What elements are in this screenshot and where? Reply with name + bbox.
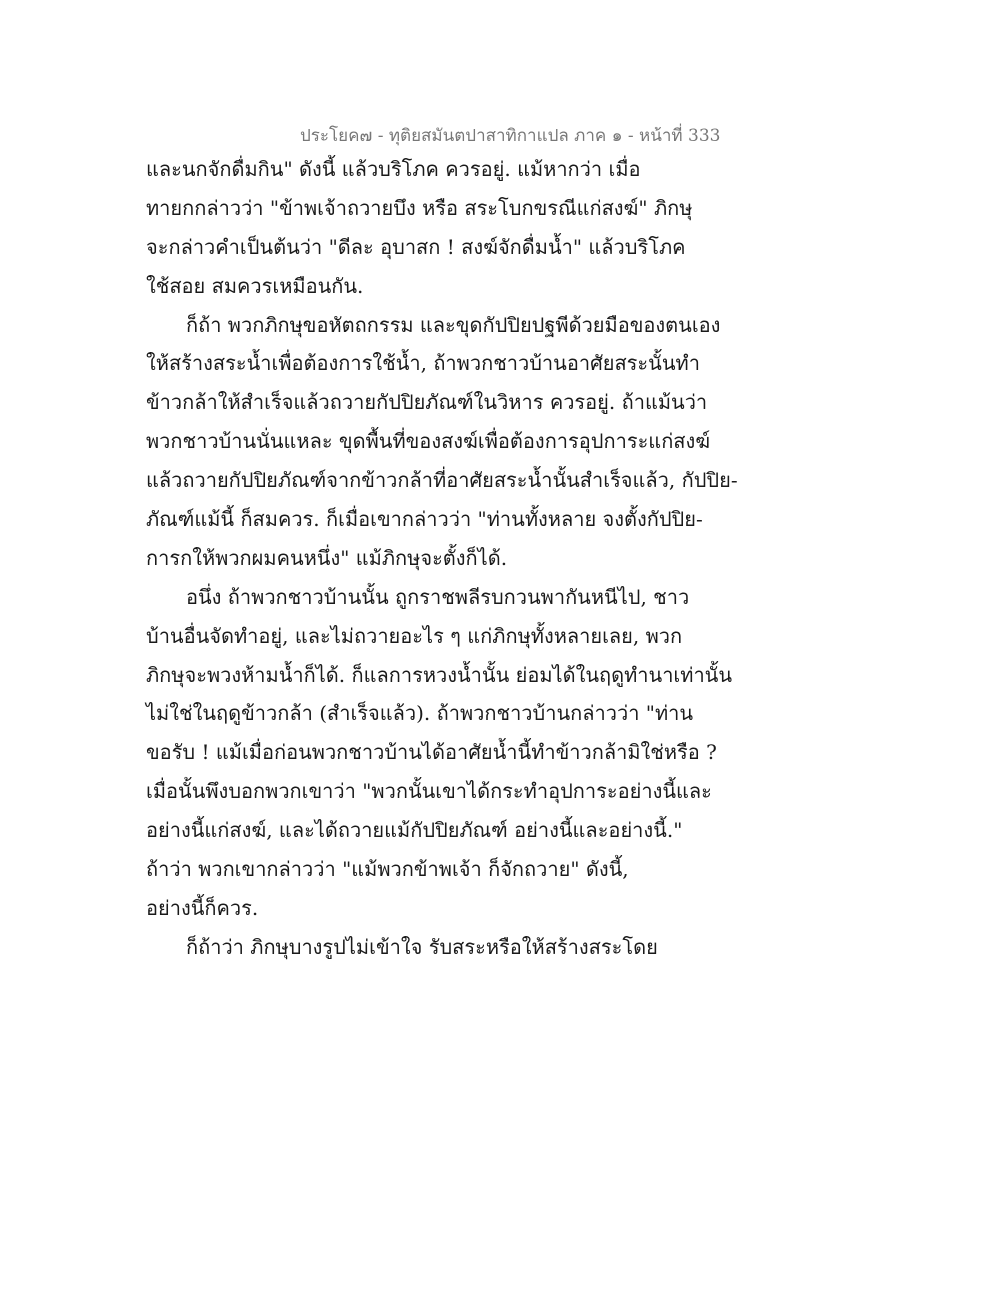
text-line: บ้านอื่นจัดทำอยู่, และไม่ถวายอะไร ๆ แก่ภิกษุทั้งหลายเลย, พวก xyxy=(146,623,683,648)
text-line: ภัณฑ์แม้นี้ ก็สมควร. ก็เมื่อเขากล่าวว่า "ท่านทั้งหลาย จงตั้งกัปปิย- xyxy=(146,507,703,532)
text-line: จะกล่าวคำเป็นต้นว่า "ดีละ อุบาสก ! สงฆ์จักดื่มน้ำ" แล้วบริโภค xyxy=(146,234,686,259)
text-line: เมื่อนั้นพึงบอกพวกเขาว่า "พวกนั้นเขาได้กระทำอุปการะอย่างนี้และ xyxy=(146,779,712,804)
text-line: แล้วถวายกัปปิยภัณฑ์จากข้าวกล้าที่อาศัยสระน้ำนั้นสำเร็จแล้ว, กัปปิย- xyxy=(146,468,738,493)
text-line: ภิกษุจะพวงห้ามน้ำก็ได้. ก็แลการหวงน้ำนั้น ย่อมได้ในฤดูทำนาเท่านั้น xyxy=(146,662,733,687)
text-line: ใช้สอย สมควรเหมือนกัน. xyxy=(146,273,364,298)
text-line: การกให้พวกผมคนหนึ่ง" แม้ภิกษุจะตั้งก็ได้. xyxy=(146,545,508,570)
text-line: ข้าวกล้าให้สำเร็จแล้วถวายกัปปิยภัณฑ์ในวิหาร ควรอยู่. ถ้าแม้นว่า xyxy=(146,390,708,415)
text-line: ให้สร้างสระน้ำเพื่อต้องการใช้น้ำ, ถ้าพวกชาวบ้านอาศัยสระนั้นทำ xyxy=(146,351,700,376)
paragraph-first-line: อนึ่ง ถ้าพวกชาวบ้านนั้น ถูกราชพลีรบกวนพากันหนีไป, ชาว xyxy=(186,584,690,609)
text-line: อย่างนี้แก่สงฆ์, และได้ถวายแม้กัปปิยภัณฑ์ อย่างนี้และอย่างนี้." xyxy=(146,818,683,843)
body-text xyxy=(146,150,738,967)
text-line: อย่างนี้ก็ควร. xyxy=(146,895,259,920)
paragraph-first-line: ก็ถ้าว่า ภิกษุบางรูปไม่เข้าใจ รับสระหรือให้สร้างสระโดย xyxy=(186,934,658,959)
text-line: ทายกกล่าวว่า "ข้าพเจ้าถวายบึง หรือ สระโบกขรณีแก่สงฆ์" ภิกษุ xyxy=(146,195,693,220)
text-line: ไม่ใช่ในฤดูข้าวกล้า (สำเร็จแล้ว). ถ้าพวกชาวบ้านกล่าวว่า "ท่าน xyxy=(146,701,694,726)
text-line: และนกจักดื่มกิน" ดังนี้ แล้วบริโภค ควรอยู่. แม้หากว่า เมื่อ xyxy=(146,157,641,181)
paragraph-first-line: ก็ถ้า พวกภิกษุขอหัตถกรรม และขุดกัปปิยปฐพีด้วยมือของตนเอง xyxy=(186,312,721,337)
text-line: พวกชาวบ้านนั่นแหละ ขุดพื้นที่ของสงฆ์เพื่อต้องการอุปการะแก่สงฆ์ xyxy=(146,429,711,454)
running-head: ประโยค๗ - ทุติยสมันตปาสาทิกาแปล ภาค ๑ - หน้าที่ 333 xyxy=(300,126,721,146)
text-line: ถ้าว่า พวกเขากล่าวว่า "แม้พวกข้าพเจ้า ก็จักถวาย" ดังนี้, xyxy=(146,857,629,882)
text-line: ขอรับ ! แม้เมื่อก่อนพวกชาวบ้านได้อาศัยน้ำนี้ทำข้าวกล้ามิใช่หรือ ? xyxy=(146,740,717,765)
